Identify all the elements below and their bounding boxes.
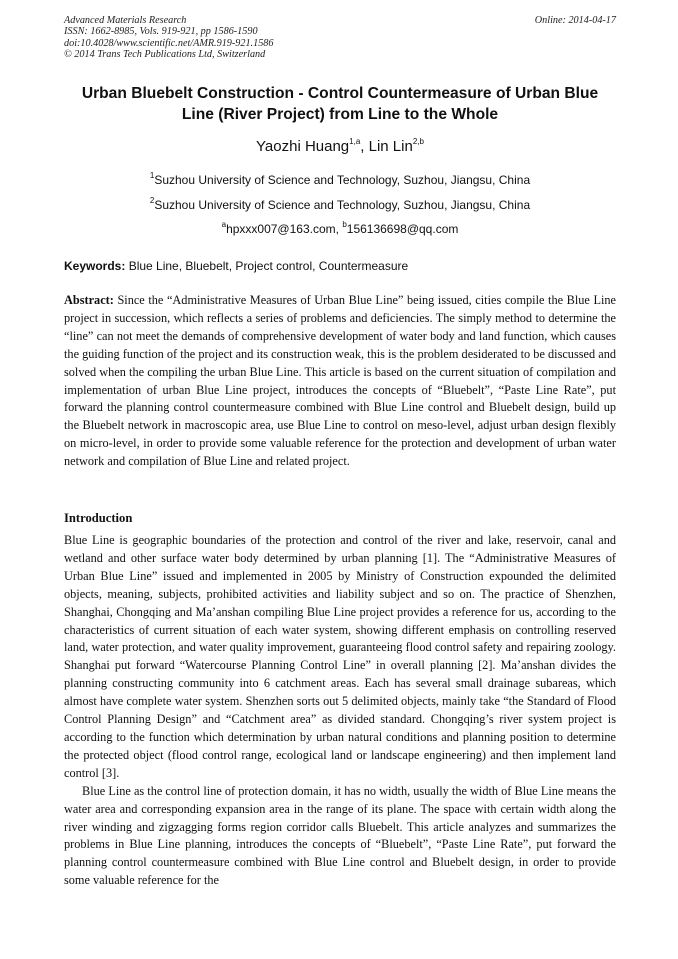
author-2-superscript: 2,b: [412, 137, 424, 146]
copyright-line: © 2014 Trans Tech Publications Ltd, Switzerland: [64, 49, 266, 61]
affiliation-2: [64, 195, 616, 212]
affiliation-2-text: Suzhou University of Science and Technology, Suzhou, Jiangsu, China: [154, 198, 531, 212]
keywords: [64, 259, 616, 273]
abstract: [64, 292, 616, 471]
affiliation-1: [64, 170, 616, 187]
abstract-text: Since the “Administrative Measures of Urban Blue Line” being issued, cities compile the Blue Line project in succession, which reflects a series of problems and deficiencies. The simply method to determine the “line” can not meet the demands of comprehensive development of water body and land function, which causes the guiding function of the project and its construction weak, this is the problem desiderated to be discussed and solved when the compiling the urban Blue Line. This article is based on the current situation of compilation and implementation of urban Blue Line project, introduces the concepts of “Bluebelt”, “Paste Line Rate”, put forward the planning control countermeasure combined with Blue Line control and Bluebelt design, build up the Bluebelt network in macroscopic area, use Blue Line to control on meso-level, adjust urban design flexibly on micro-level, in order to provide some valuable reference for the protection and development of urban water network and compilation of Blue Line and related project.: [64, 293, 616, 469]
email-b: 156136698@qq.com: [346, 222, 459, 236]
abstract-label: Abstract:: [64, 293, 114, 307]
online-date: Online: 2014-04-17: [534, 15, 616, 26]
introduction-heading: Introduction: [64, 511, 133, 525]
author-list: [64, 133, 616, 157]
introduction-section: [64, 532, 616, 890]
author-1: Yaozhi Huang: [256, 138, 350, 155]
keywords-text: Blue Line, Bluebelt, Project control, Countermeasure: [125, 259, 409, 273]
email-a-superscript: a: [221, 220, 227, 229]
paper-title: Urban Bluebelt Construction - Control Countermeasure of Urban Blue Line (River Project) from Line to the Whole: [81, 85, 599, 123]
abstract-paragraph: [64, 292, 616, 471]
introduction-paragraph-2: Blue Line as the control line of protection domain, it has no width, usually the width of Blue Line means the water area and corresponding expansion area in the range of its plane. The space with certain width along the river winding and zigzagging forms region corridor calls Bluebelt. This article analyzes and summarizes the problems in Blue Line planning, introduces the concepts of “Bluebelt”, “Paste Line Rate”, put forward the planning control countermeasure combined with Blue Line control and Bluebelt design, in order to provide some valuable reference for the: [64, 783, 616, 888]
author-separator: ,: [360, 138, 369, 155]
affiliation-1-superscript: 1: [149, 171, 155, 180]
journal-header: [64, 15, 616, 61]
affiliation-1-text: Suzhou University of Science and Technology, Suzhou, Jiangsu, China: [154, 173, 531, 187]
author-emails: [64, 219, 616, 236]
journal-name: Advanced Materials Research: [64, 15, 187, 26]
email-b-superscript: b: [342, 220, 347, 229]
issn-line: ISSN: 1662-8985, Vols. 919-921, pp 1586-1590: [64, 26, 258, 38]
introduction-paragraph-1: Blue Line is geographic boundaries of the protection and control of the river and lake, reservoir, canal and wetland and other surface water body determined by urban planning [1]. The “Administrative Measures of Urban Blue Line” issued and implemented in 2005 by Ministry of Construction expounded the delimited objects, meaning, subjects, prohibited activities and liability subject and so on. The practice of Shenzhen, Shanghai, Chongqing and Ma’anshan compiling Blue Line project provides a reference for us, according to the characteristics of current situation of each water system, showing different emphasis on controlling reserved land, water protection, and water quality improvement, guaranteeing flood control safety and repairing zoology. Shanghai put forward “Watercourse Planning Control Line” in overall planning [2]. Ma’anshan divides the planning constructing community into 6 catchment areas. Each has several small drainage subareas, which almost have complete water system. Shenzhen sorts out 5 delimited objects, mainly take “the Standard of Flood Control Planning Design” and “Catchment area” as divided standard. Chongqing’s river system project is according to the function which determination by urban natural conditions and planning position to determine the protected object (flood control range, ecological land or landscape engineering) and then implement land control [3].: [64, 533, 616, 780]
author-2: Lin Lin: [368, 138, 413, 155]
email-a: hpxxx007@163.com,: [226, 222, 343, 236]
keywords-label: Keywords:: [64, 259, 126, 273]
author-1-superscript: 1,a: [349, 137, 361, 146]
affiliation-2-superscript: 2: [149, 196, 155, 205]
doi-line: doi:10.4028/www.scientific.net/AMR.919-921.1586: [64, 37, 274, 49]
